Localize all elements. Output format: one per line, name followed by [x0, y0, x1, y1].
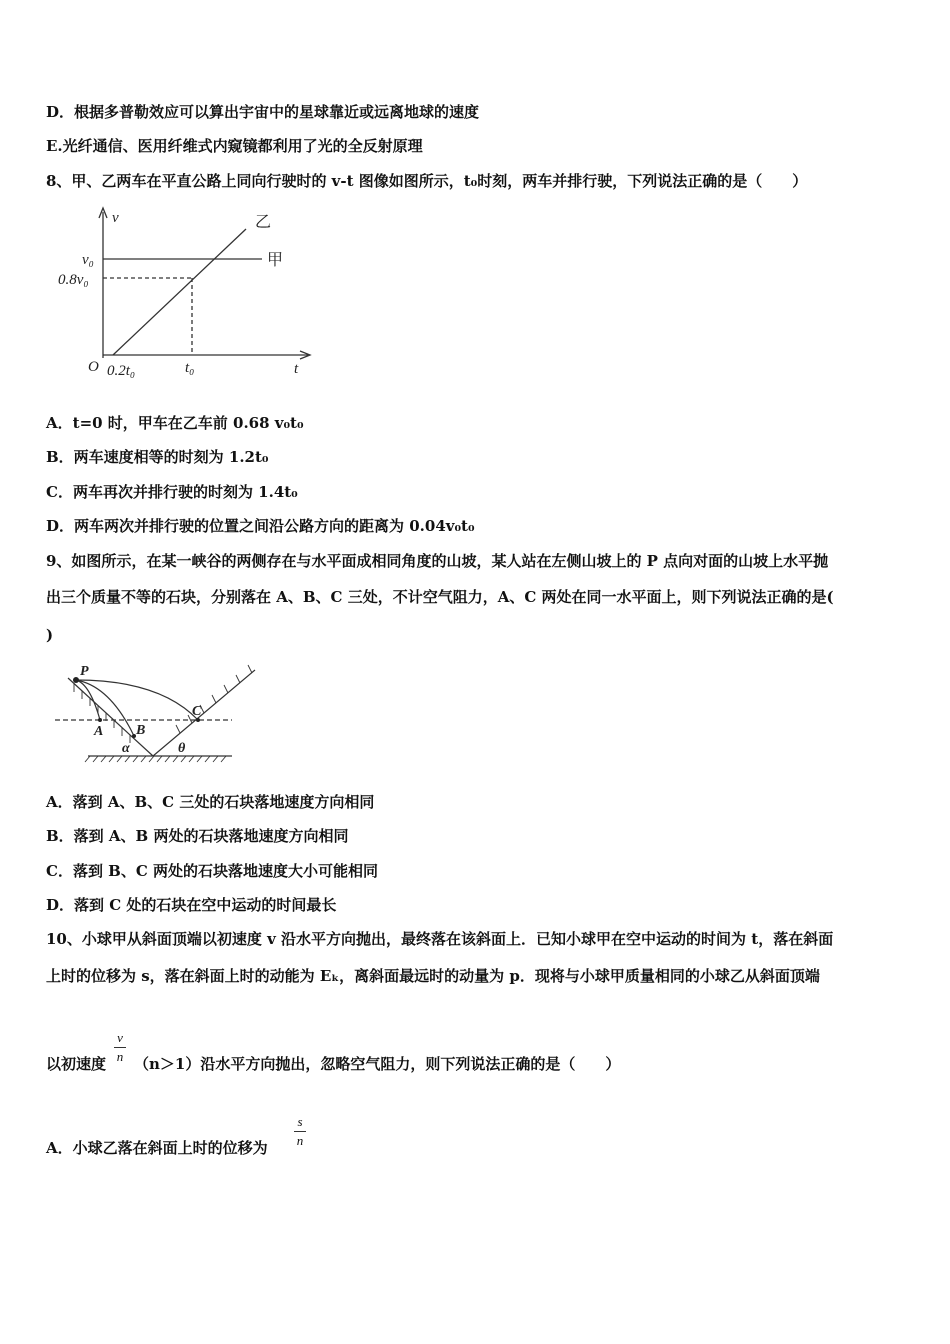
- vt-graph: [58, 200, 320, 385]
- label-alpha: α: [122, 741, 130, 756]
- left-slope: [68, 678, 153, 756]
- point-a: [98, 718, 102, 722]
- q7-option-e: E.光纤通信、医用纤维式内窥镜都利用了光的全反射原理: [46, 137, 423, 155]
- q8-option-a: A．t=0 时，甲车在乙车前 0.68 v₀t₀: [46, 414, 304, 432]
- trajectory-b: [76, 680, 134, 736]
- q8-option-b: B．两车速度相等的时刻为 1.2t₀: [46, 448, 269, 466]
- yi-line: [113, 229, 246, 355]
- yi-label: 乙: [255, 214, 272, 231]
- 08v0-label: 0.8v₀: [58, 272, 89, 288]
- q9-option-c: C．落到 B、C 两处的石块落地速度大小可能相同: [46, 862, 379, 880]
- label-b: B: [136, 723, 146, 738]
- q9-stem-line2: 出三个质量不等的石块，分别落在 A、B、C 三处，不计空气阻力，A、C 两处在同一水平面上，则下列说法正确的是(: [46, 588, 834, 606]
- origin-label: O: [88, 359, 99, 375]
- label-a: A: [94, 724, 104, 739]
- fraction-v-over-n: [114, 1030, 126, 1065]
- trajectory-a: [76, 680, 100, 720]
- q9-stem-line3: ): [46, 626, 54, 644]
- q10-stem-line1: 10、小球甲从斜面顶端以初速度 v 沿水平方向抛出，最终落在该斜面上．已知小球甲在空中运动的时间为 t，落在斜面: [46, 930, 834, 948]
- point-p: [73, 677, 79, 683]
- q10-stem-line3b: （n＞1）沿水平方向抛出，忽略空气阻力，则下列说法正确的是（ ）: [134, 1055, 621, 1073]
- q8-stem: 8、甲、乙两车在平直公路上同向行驶时的 v-t 图像如图所示，t₀时刻，两车并排行驶，下列说法正确的是（ ）: [46, 172, 808, 190]
- axis-t-label: t: [294, 361, 299, 377]
- valley-figure: [50, 660, 265, 765]
- fraction-denominator: n: [116, 1049, 124, 1064]
- q9-option-b: B．落到 A、B 两处的石块落地速度方向相同: [46, 827, 349, 845]
- label-c: C: [192, 704, 202, 719]
- label-p: P: [80, 664, 89, 679]
- q8-option-d: D．两车两次并排行驶的位置之间沿公路方向的距离为 0.04v₀t₀: [46, 517, 475, 535]
- q10-stem-line2: 上时的位移为 s，落在斜面上时的动能为 Eₖ，离斜面最远时的动量为 p．现将与小球甲质量相同的小球乙从斜面顶端: [46, 967, 820, 985]
- axis-v-label: v: [112, 210, 119, 226]
- fraction-numerator: s: [297, 1114, 303, 1129]
- v0-label: v₀: [82, 252, 94, 268]
- q9-option-d: D．落到 C 处的石块在空中运动的时间最长: [46, 896, 337, 914]
- q8-option-c: C．两车再次并排行驶的时刻为 1.4t₀: [46, 483, 298, 501]
- q9-option-a: A．落到 A、B、C 三处的石块落地速度方向相同: [46, 793, 375, 811]
- trajectory-c: [76, 680, 198, 720]
- q10-stem-line3a: 以初速度: [46, 1055, 107, 1073]
- t0-label: t₀: [185, 360, 195, 376]
- label-theta: θ: [178, 741, 186, 756]
- jia-label: 甲: [267, 252, 284, 269]
- q10-option-a: A．小球乙落在斜面上时的位移为: [46, 1139, 268, 1157]
- fraction-numerator: v: [117, 1030, 123, 1045]
- fraction-s-over-n: [294, 1114, 306, 1149]
- fraction-denominator: n: [296, 1133, 304, 1148]
- 02t0-label: 0.2t₀: [107, 363, 136, 379]
- q9-stem-line1: 9、如图所示，在某一峡谷的两侧存在与水平面成相同角度的山坡，某人站在左侧山坡上的 P 点向对面的山坡上水平抛: [46, 552, 829, 570]
- q7-option-d: D．根据多普勒效应可以算出宇宙中的星球靠近或远离地球的速度: [46, 103, 480, 121]
